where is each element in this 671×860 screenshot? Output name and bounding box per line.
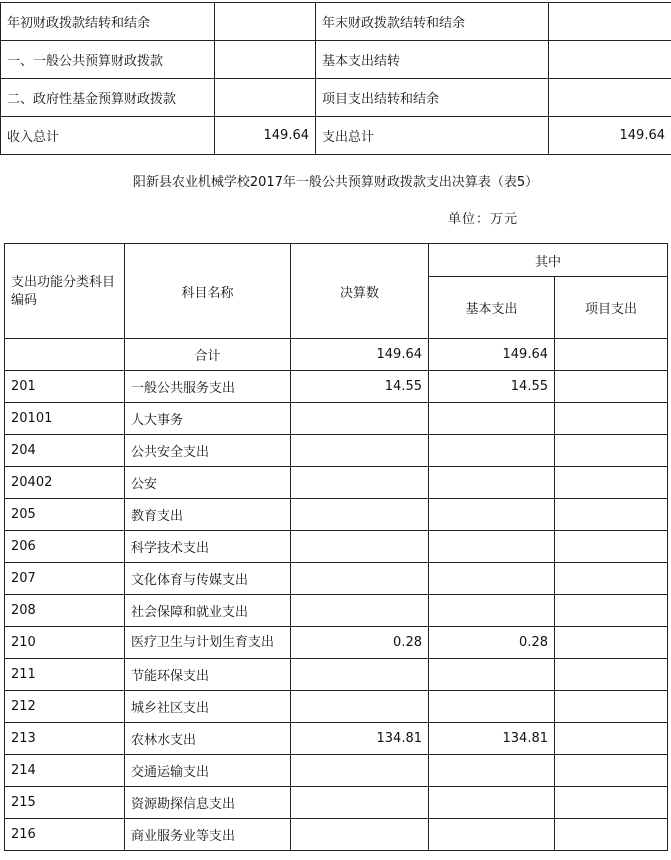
row-code: 213: [5, 723, 125, 755]
row-code: 216: [5, 819, 125, 851]
row-basic: 134.81: [429, 723, 555, 755]
row-code: 211: [5, 659, 125, 691]
row-basic: 14.55: [429, 371, 555, 403]
row-name: 城乡社区支出: [125, 691, 291, 723]
summary-row: [1, 41, 671, 79]
total-label: 合计: [125, 339, 291, 371]
table-row: [5, 691, 668, 723]
table-row: [5, 819, 668, 851]
row-project: [555, 435, 668, 467]
row-code: 210: [5, 627, 125, 659]
row-project: [555, 531, 668, 563]
row-basic: [429, 435, 555, 467]
row-amount: [291, 691, 429, 723]
row-name: 一般公共服务支出: [125, 371, 291, 403]
row-project: [555, 787, 668, 819]
header-project: 项目支出: [555, 277, 668, 339]
row-amount: [291, 467, 429, 499]
summary-left-label: 一、一般公共预算财政拨款: [1, 41, 215, 79]
summary-row: [1, 117, 671, 155]
row-name: 节能环保支出: [125, 659, 291, 691]
row-name: 商业服务业等支出: [125, 819, 291, 851]
row-code: 208: [5, 595, 125, 627]
row-basic: [429, 787, 555, 819]
row-project: [555, 819, 668, 851]
row-amount: [291, 755, 429, 787]
row-amount: [291, 435, 429, 467]
table-row: [5, 499, 668, 531]
header-amount: 决算数: [291, 244, 429, 339]
row-project: [555, 403, 668, 435]
table-row: [5, 467, 668, 499]
row-project: [555, 499, 668, 531]
table-row: [5, 531, 668, 563]
summary-left-value: 149.64: [215, 117, 316, 155]
row-code: 204: [5, 435, 125, 467]
row-amount: [291, 787, 429, 819]
row-name: 社会保障和就业支出: [125, 595, 291, 627]
summary-right-label: 年末财政拨款结转和结余: [316, 3, 549, 41]
header-code: 支出功能分类科目编码: [5, 244, 125, 339]
summary-right-label: 基本支出结转: [316, 41, 549, 79]
row-code: 20101: [5, 403, 125, 435]
header-basic: 基本支出: [429, 277, 555, 339]
table-row: [5, 563, 668, 595]
table-row: [5, 787, 668, 819]
total-row: [5, 339, 668, 371]
row-project: [555, 467, 668, 499]
row-code: 214: [5, 755, 125, 787]
summary-left-label: 二、政府性基金预算财政拨款: [1, 79, 215, 117]
row-basic: [429, 499, 555, 531]
header-name: 科目名称: [125, 244, 291, 339]
row-name: 农林水支出: [125, 723, 291, 755]
row-basic: [429, 403, 555, 435]
table-row: [5, 723, 668, 755]
row-amount: 14.55: [291, 371, 429, 403]
row-code: 20402: [5, 467, 125, 499]
row-project: [555, 691, 668, 723]
row-project: [555, 627, 668, 659]
summary-row: [1, 79, 671, 117]
table-row: [5, 755, 668, 787]
row-name: 公共安全支出: [125, 435, 291, 467]
row-basic: 0.28: [429, 627, 555, 659]
row-project: [555, 595, 668, 627]
row-basic: [429, 467, 555, 499]
row-basic: [429, 659, 555, 691]
total-amount: 149.64: [291, 339, 429, 371]
row-basic: [429, 691, 555, 723]
table-row: [5, 627, 668, 659]
row-basic: [429, 531, 555, 563]
table-row: [5, 595, 668, 627]
row-code: 206: [5, 531, 125, 563]
row-amount: [291, 595, 429, 627]
summary-right-value: [549, 79, 671, 117]
row-amount: [291, 819, 429, 851]
row-basic: [429, 563, 555, 595]
row-amount: [291, 563, 429, 595]
page-title: 阳新县农业机械学校2017年一般公共预算财政拨款支出决算表（表5）: [132, 175, 539, 190]
row-name: 交通运输支出: [125, 755, 291, 787]
row-project: [555, 371, 668, 403]
row-code: 205: [5, 499, 125, 531]
total-code: [5, 339, 125, 371]
summary-left-value: [215, 41, 316, 79]
row-project: [555, 563, 668, 595]
row-name: 公安: [125, 467, 291, 499]
expenditure-table-body: [5, 244, 668, 851]
total-basic: 149.64: [429, 339, 555, 371]
summary-right-value: [549, 3, 671, 41]
table-row: [5, 371, 668, 403]
row-basic: [429, 595, 555, 627]
row-amount: [291, 499, 429, 531]
row-basic: [429, 755, 555, 787]
row-code: 207: [5, 563, 125, 595]
summary-right-value: 149.64: [549, 117, 671, 155]
summary-left-value: [215, 3, 316, 41]
summary-left-value: [215, 79, 316, 117]
row-amount: [291, 531, 429, 563]
row-name: 科学技术支出: [125, 531, 291, 563]
row-amount: [291, 403, 429, 435]
summary-left-label: 年初财政拨款结转和结余: [1, 3, 215, 41]
expenditure-table: [4, 243, 668, 851]
summary-right-value: [549, 41, 671, 79]
row-basic: [429, 819, 555, 851]
summary-row: [1, 3, 671, 41]
summary-left-label: 收入总计: [1, 117, 215, 155]
table-row: [5, 403, 668, 435]
row-code: 212: [5, 691, 125, 723]
row-amount: 134.81: [291, 723, 429, 755]
summary-table-body: [1, 3, 671, 155]
row-name: 医疗卫生与计划生育支出: [125, 627, 291, 659]
row-project: [555, 755, 668, 787]
header-group: 其中: [429, 244, 668, 277]
row-name: 教育支出: [125, 499, 291, 531]
table-row: [5, 435, 668, 467]
summary-right-label: 支出总计: [316, 117, 549, 155]
unit-label: 单位：万元: [448, 212, 519, 227]
header-row-1: [5, 244, 668, 277]
row-name: 资源勘探信息支出: [125, 787, 291, 819]
row-amount: 0.28: [291, 627, 429, 659]
summary-right-label: 项目支出结转和结余: [316, 79, 549, 117]
table-row: [5, 659, 668, 691]
row-project: [555, 659, 668, 691]
row-amount: [291, 659, 429, 691]
row-code: 215: [5, 787, 125, 819]
row-name: 人大事务: [125, 403, 291, 435]
row-name: 文化体育与传媒支出: [125, 563, 291, 595]
row-project: [555, 723, 668, 755]
total-project: [555, 339, 668, 371]
summary-table: [0, 2, 671, 155]
row-code: 201: [5, 371, 125, 403]
